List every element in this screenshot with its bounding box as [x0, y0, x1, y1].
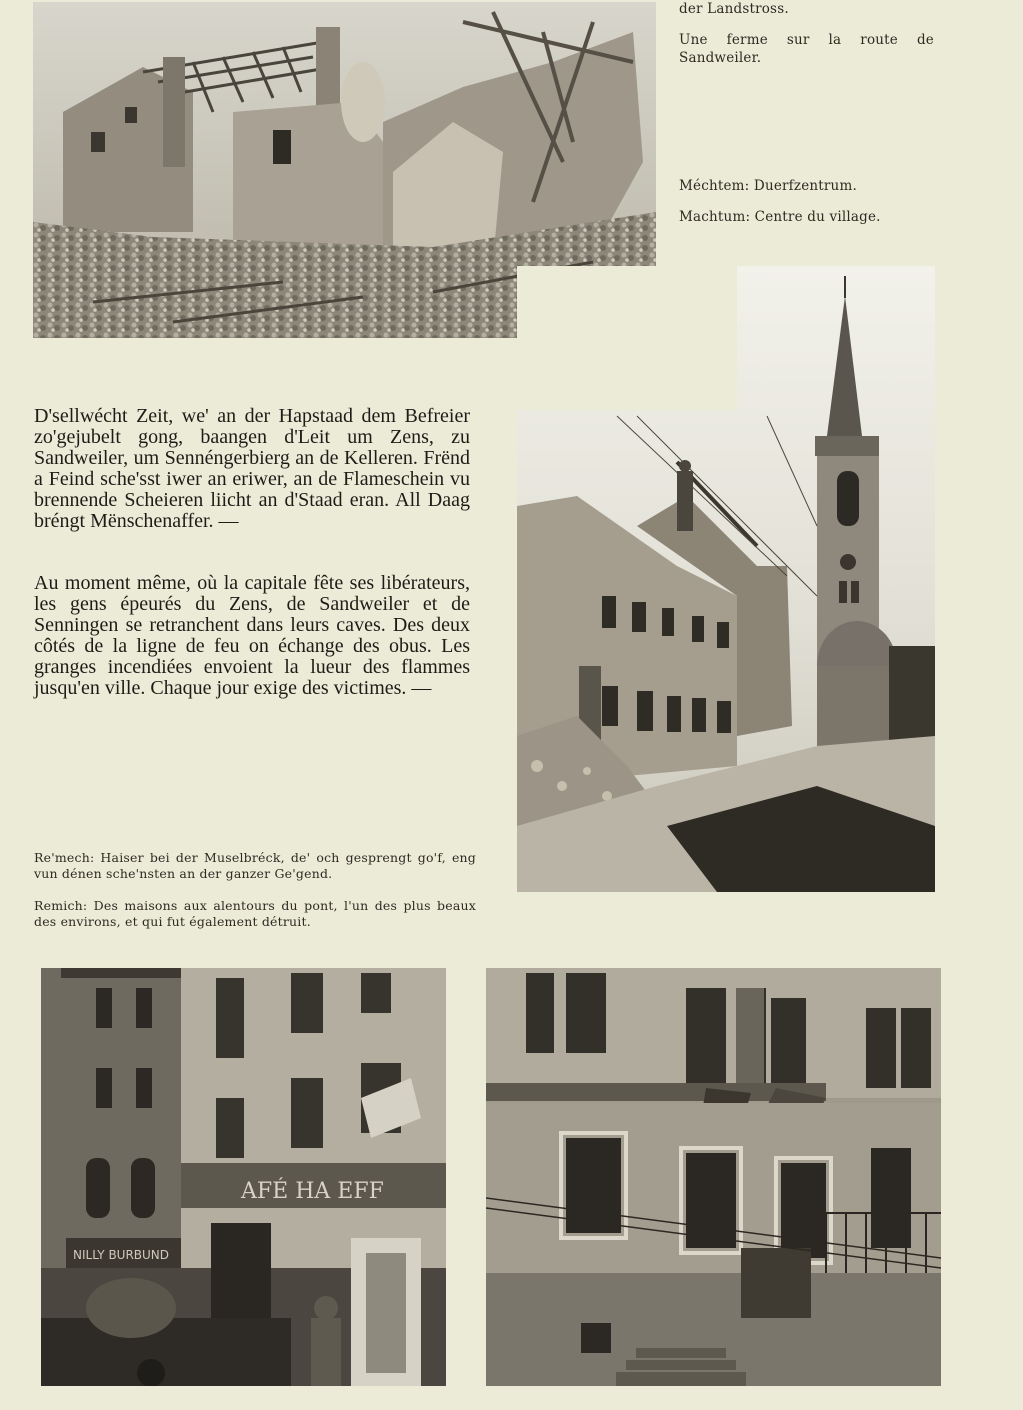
svg-text:AFÉ HA EFF: AFÉ HA EFF: [241, 1179, 384, 1204]
caption-remich-french: Remich: Des maisons aux alentours du pont, l'un des plus beaux des environs, et qui fut également détruit.: [34, 898, 476, 929]
caption-church-french: Machtum: Centre du village.: [679, 209, 881, 225]
caption-farm-luxembourgish: der Landstross.: [679, 1, 789, 17]
caption-remich-luxembourgish: Re'mech: Haiser bei der Muselbréck, de' och gesprengt go'f, eng vun dénen sche'nsten an der ganzer Ge'gend.: [34, 850, 476, 881]
remich-cafe-facade-photo: [41, 968, 446, 1386]
caption-farm-french: Une ferme sur la route de Sandweiler.: [679, 32, 934, 66]
remich-damaged-house-photo: [486, 968, 941, 1386]
caption-church-luxembourgish: Méchtem: Duerfzentrum.: [679, 178, 857, 194]
village-church-photo: [517, 266, 935, 892]
article-luxembourgish: D'sellwécht Zeit, we' an der Hapstaad dem Befreier zo'gejubelt gong, baangen d'Leit um Zens, zu Sandweiler, um Sennéngerbierg an de Kelleren. Frënd a Feind sche'sst iwer an eriwer, an de Flameschein vu brennende Scheieren liicht an d'Staad eran. All Daag bréngt Mënschenaffer. —: [34, 405, 470, 532]
svg-text:NILLY BURBUND: NILLY BURBUND: [73, 1248, 170, 1262]
article-french: Au moment même, où la capitale fête ses libérateurs, les gens épeurés du Zens, de Sandweiler et de Senningen se retranchent dans leurs caves. Des deux côtés de la ligne de feu on échange des obus. Les granges incendiées envoient la lueur des flammes jusqu'en ville. Chaque jour exige des victimes. —: [34, 572, 470, 699]
